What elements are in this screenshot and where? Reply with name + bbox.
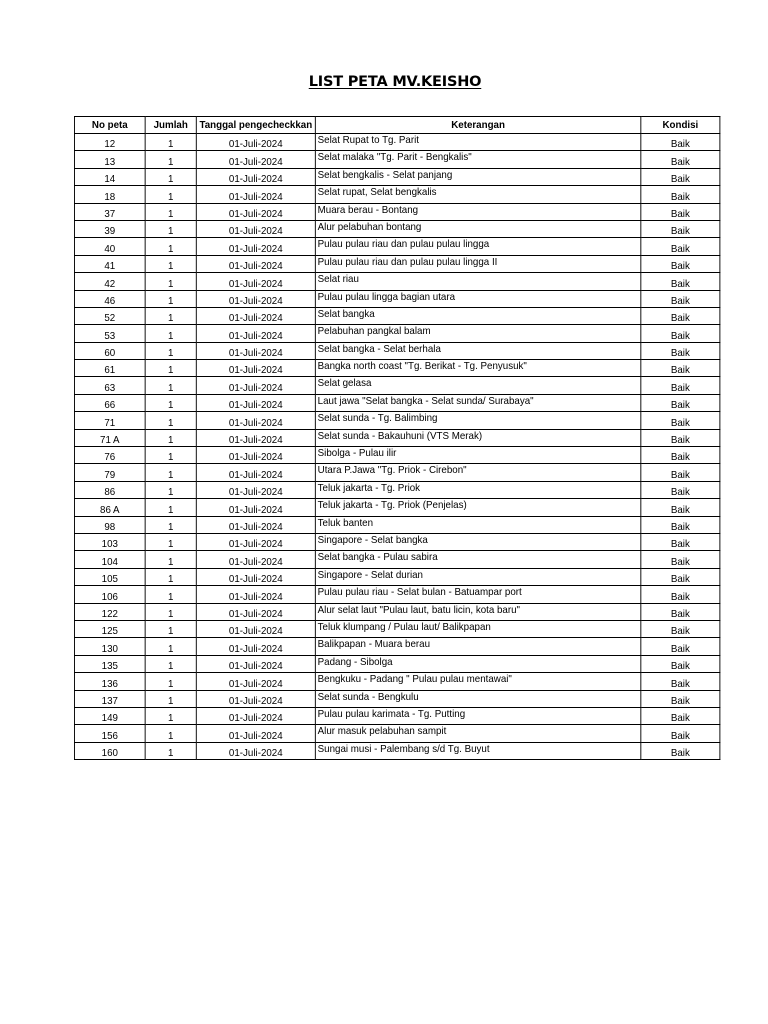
cell-kondisi: Baik	[641, 725, 720, 742]
cell-no-peta: 76	[74, 447, 145, 464]
cell-no-peta: 86 A	[74, 499, 145, 516]
cell-keterangan: Balikpapan - Muara berau	[315, 638, 641, 655]
cell-tanggal: 01-Juli-2024	[196, 255, 315, 272]
cell-jumlah: 1	[145, 690, 196, 707]
cell-tanggal: 01-Juli-2024	[196, 673, 315, 690]
cell-tanggal: 01-Juli-2024	[196, 412, 315, 429]
cell-no-peta: 39	[74, 220, 145, 237]
cell-keterangan: Teluk jakarta - Tg. Priok (Penjelas)	[315, 499, 641, 516]
table-row	[74, 568, 719, 585]
cell-jumlah: 1	[145, 499, 196, 516]
cell-kondisi: Baik	[641, 238, 720, 255]
cell-keterangan: Selat bangka	[315, 307, 641, 324]
cell-kondisi: Baik	[641, 325, 720, 342]
header-kondisi: Kondisi	[641, 117, 720, 134]
cell-jumlah: 1	[145, 134, 196, 151]
cell-tanggal: 01-Juli-2024	[196, 342, 315, 359]
cell-tanggal: 01-Juli-2024	[196, 586, 315, 603]
cell-jumlah: 1	[145, 394, 196, 411]
cell-kondisi: Baik	[641, 690, 720, 707]
table-row	[74, 394, 719, 411]
cell-keterangan: Selat bengkalis - Selat panjang	[315, 168, 641, 185]
cell-keterangan: Bengkuku - Padang " Pulau pulau mentawai"	[315, 673, 641, 690]
table-row	[74, 377, 719, 394]
cell-jumlah: 1	[145, 464, 196, 481]
cell-tanggal: 01-Juli-2024	[196, 203, 315, 220]
cell-tanggal: 01-Juli-2024	[196, 551, 315, 568]
table-row	[74, 307, 719, 324]
cell-keterangan: Selat sunda - Tg. Balimbing	[315, 412, 641, 429]
cell-no-peta: 42	[74, 273, 145, 290]
cell-jumlah: 1	[145, 412, 196, 429]
cell-no-peta: 136	[74, 673, 145, 690]
cell-jumlah: 1	[145, 429, 196, 446]
cell-tanggal: 01-Juli-2024	[196, 620, 315, 637]
cell-tanggal: 01-Juli-2024	[196, 742, 315, 759]
cell-kondisi: Baik	[641, 273, 720, 290]
cell-jumlah: 1	[145, 186, 196, 203]
cell-jumlah: 1	[145, 481, 196, 498]
cell-no-peta: 125	[74, 620, 145, 637]
header-no-peta: No peta	[74, 117, 145, 134]
table-row	[74, 603, 719, 620]
table-row	[74, 342, 719, 359]
table-row	[74, 638, 719, 655]
cell-tanggal: 01-Juli-2024	[196, 516, 315, 533]
cell-kondisi: Baik	[641, 586, 720, 603]
table-row	[74, 620, 719, 637]
table-header-row	[74, 117, 719, 134]
cell-kondisi: Baik	[641, 429, 720, 446]
cell-no-peta: 52	[74, 307, 145, 324]
cell-kondisi: Baik	[641, 360, 720, 377]
cell-jumlah: 1	[145, 238, 196, 255]
cell-keterangan: Sibolga - Pulau ilir	[315, 447, 641, 464]
table-row	[74, 151, 719, 168]
cell-keterangan: Alur masuk pelabuhan sampit	[315, 725, 641, 742]
cell-jumlah: 1	[145, 516, 196, 533]
cell-jumlah: 1	[145, 551, 196, 568]
cell-tanggal: 01-Juli-2024	[196, 186, 315, 203]
cell-tanggal: 01-Juli-2024	[196, 655, 315, 672]
table-row	[74, 255, 719, 272]
cell-no-peta: 122	[74, 603, 145, 620]
cell-tanggal: 01-Juli-2024	[196, 447, 315, 464]
table-row	[74, 325, 719, 342]
cell-keterangan: Pulau pulau lingga bagian utara	[315, 290, 641, 307]
cell-jumlah: 1	[145, 603, 196, 620]
cell-keterangan: Selat sunda - Bakauhuni (VTS Merak)	[315, 429, 641, 446]
cell-no-peta: 135	[74, 655, 145, 672]
table-row	[74, 586, 719, 603]
table-row	[74, 360, 719, 377]
cell-no-peta: 18	[74, 186, 145, 203]
cell-jumlah: 1	[145, 638, 196, 655]
cell-kondisi: Baik	[641, 290, 720, 307]
cell-jumlah: 1	[145, 273, 196, 290]
cell-keterangan: Selat Rupat to Tg. Parit	[315, 134, 641, 151]
cell-kondisi: Baik	[641, 481, 720, 498]
cell-tanggal: 01-Juli-2024	[196, 325, 315, 342]
cell-kondisi: Baik	[641, 134, 720, 151]
cell-kondisi: Baik	[641, 533, 720, 550]
cell-kondisi: Baik	[641, 638, 720, 655]
cell-kondisi: Baik	[641, 255, 720, 272]
cell-kondisi: Baik	[641, 551, 720, 568]
cell-kondisi: Baik	[641, 377, 720, 394]
cell-no-peta: 40	[74, 238, 145, 255]
cell-kondisi: Baik	[641, 464, 720, 481]
cell-no-peta: 71 A	[74, 429, 145, 446]
table-row	[74, 499, 719, 516]
cell-tanggal: 01-Juli-2024	[196, 377, 315, 394]
cell-tanggal: 01-Juli-2024	[196, 690, 315, 707]
table-row	[74, 673, 719, 690]
cell-kondisi: Baik	[641, 186, 720, 203]
cell-jumlah: 1	[145, 586, 196, 603]
header-tanggal: Tanggal pengecheckkan	[196, 117, 315, 134]
table-row	[74, 690, 719, 707]
cell-keterangan: Selat malaka "Tg. Parit - Bengkalis"	[315, 151, 641, 168]
cell-jumlah: 1	[145, 655, 196, 672]
table-row	[74, 516, 719, 533]
cell-tanggal: 01-Juli-2024	[196, 151, 315, 168]
cell-kondisi: Baik	[641, 151, 720, 168]
cell-keterangan: Pulau pulau riau dan pulau pulau lingga	[315, 238, 641, 255]
cell-no-peta: 37	[74, 203, 145, 220]
cell-no-peta: 137	[74, 690, 145, 707]
cell-jumlah: 1	[145, 533, 196, 550]
cell-tanggal: 01-Juli-2024	[196, 707, 315, 724]
cell-kondisi: Baik	[641, 620, 720, 637]
table-row	[74, 551, 719, 568]
table-row	[74, 655, 719, 672]
cell-no-peta: 104	[74, 551, 145, 568]
cell-no-peta: 53	[74, 325, 145, 342]
cell-jumlah: 1	[145, 151, 196, 168]
table-row	[74, 412, 719, 429]
cell-kondisi: Baik	[641, 307, 720, 324]
cell-jumlah: 1	[145, 203, 196, 220]
cell-tanggal: 01-Juli-2024	[196, 568, 315, 585]
cell-kondisi: Baik	[641, 168, 720, 185]
cell-kondisi: Baik	[641, 603, 720, 620]
cell-no-peta: 79	[74, 464, 145, 481]
cell-keterangan: Pulau pulau riau dan pulau pulau lingga II	[315, 255, 641, 272]
cell-jumlah: 1	[145, 220, 196, 237]
cell-tanggal: 01-Juli-2024	[196, 394, 315, 411]
cell-kondisi: Baik	[641, 568, 720, 585]
document-title: LIST PETA MV.KEISHO	[308, 74, 482, 90]
cell-jumlah: 1	[145, 673, 196, 690]
cell-tanggal: 01-Juli-2024	[196, 499, 315, 516]
cell-keterangan: Selat sunda - Bengkulu	[315, 690, 641, 707]
cell-kondisi: Baik	[641, 655, 720, 672]
table-row	[74, 742, 719, 759]
cell-tanggal: 01-Juli-2024	[196, 238, 315, 255]
cell-keterangan: Sungai musi - Palembang s/d Tg. Buyut	[315, 742, 641, 759]
cell-keterangan: Pelabuhan pangkal balam	[315, 325, 641, 342]
cell-keterangan: Teluk jakarta - Tg. Priok	[315, 481, 641, 498]
cell-keterangan: Selat rupat, Selat bengkalis	[315, 186, 641, 203]
table-row	[74, 238, 719, 255]
cell-tanggal: 01-Juli-2024	[196, 725, 315, 742]
cell-keterangan: Selat bangka - Selat berhala	[315, 342, 641, 359]
cell-no-peta: 63	[74, 377, 145, 394]
cell-tanggal: 01-Juli-2024	[196, 273, 315, 290]
table-body	[74, 134, 719, 760]
table-row	[74, 533, 719, 550]
table-row	[74, 429, 719, 446]
cell-kondisi: Baik	[641, 742, 720, 759]
table-row	[74, 220, 719, 237]
cell-jumlah: 1	[145, 307, 196, 324]
cell-keterangan: Alur selat laut "Pulau laut, batu licin, kota baru"	[315, 603, 641, 620]
cell-keterangan: Singapore - Selat durian	[315, 568, 641, 585]
table-row	[74, 168, 719, 185]
cell-tanggal: 01-Juli-2024	[196, 307, 315, 324]
cell-tanggal: 01-Juli-2024	[196, 429, 315, 446]
table-row	[74, 203, 719, 220]
cell-jumlah: 1	[145, 168, 196, 185]
chart-list-table	[74, 116, 720, 760]
cell-keterangan: Alur pelabuhan bontang	[315, 220, 641, 237]
table-row	[74, 481, 719, 498]
cell-jumlah: 1	[145, 620, 196, 637]
header-jumlah: Jumlah	[145, 117, 196, 134]
cell-no-peta: 14	[74, 168, 145, 185]
cell-no-peta: 156	[74, 725, 145, 742]
cell-no-peta: 71	[74, 412, 145, 429]
cell-kondisi: Baik	[641, 447, 720, 464]
cell-keterangan: Utara P.Jawa "Tg. Priok - Cirebon"	[315, 464, 641, 481]
cell-jumlah: 1	[145, 447, 196, 464]
table-row	[74, 273, 719, 290]
cell-keterangan: Selat riau	[315, 273, 641, 290]
cell-kondisi: Baik	[641, 707, 720, 724]
cell-kondisi: Baik	[641, 516, 720, 533]
cell-tanggal: 01-Juli-2024	[196, 134, 315, 151]
cell-tanggal: 01-Juli-2024	[196, 464, 315, 481]
cell-no-peta: 130	[74, 638, 145, 655]
cell-kondisi: Baik	[641, 203, 720, 220]
cell-jumlah: 1	[145, 342, 196, 359]
table-row	[74, 725, 719, 742]
cell-jumlah: 1	[145, 742, 196, 759]
cell-no-peta: 12	[74, 134, 145, 151]
cell-tanggal: 01-Juli-2024	[196, 481, 315, 498]
cell-keterangan: Teluk banten	[315, 516, 641, 533]
cell-keterangan: Teluk klumpang / Pulau laut/ Balikpapan	[315, 620, 641, 637]
table-row	[74, 707, 719, 724]
cell-keterangan: Selat bangka - Pulau sabira	[315, 551, 641, 568]
cell-jumlah: 1	[145, 568, 196, 585]
cell-tanggal: 01-Juli-2024	[196, 603, 315, 620]
cell-kondisi: Baik	[641, 499, 720, 516]
cell-no-peta: 103	[74, 533, 145, 550]
cell-no-peta: 41	[74, 255, 145, 272]
cell-keterangan: Pulau pulau riau - Selat bulan - Batuampar port	[315, 586, 641, 603]
cell-tanggal: 01-Juli-2024	[196, 290, 315, 307]
cell-keterangan: Singapore - Selat bangka	[315, 533, 641, 550]
cell-tanggal: 01-Juli-2024	[196, 220, 315, 237]
cell-keterangan: Bangka north coast "Tg. Berikat - Tg. Penyusuk"	[315, 360, 641, 377]
cell-kondisi: Baik	[641, 220, 720, 237]
cell-jumlah: 1	[145, 255, 196, 272]
cell-jumlah: 1	[145, 707, 196, 724]
cell-no-peta: 160	[74, 742, 145, 759]
cell-tanggal: 01-Juli-2024	[196, 533, 315, 550]
table-row	[74, 290, 719, 307]
cell-jumlah: 1	[145, 377, 196, 394]
cell-kondisi: Baik	[641, 412, 720, 429]
cell-keterangan: Pulau pulau karimata - Tg. Putting	[315, 707, 641, 724]
table-row	[74, 447, 719, 464]
cell-jumlah: 1	[145, 325, 196, 342]
cell-tanggal: 01-Juli-2024	[196, 638, 315, 655]
cell-kondisi: Baik	[641, 342, 720, 359]
cell-keterangan: Selat gelasa	[315, 377, 641, 394]
header-keterangan: Keterangan	[315, 117, 641, 134]
cell-kondisi: Baik	[641, 394, 720, 411]
cell-keterangan: Laut jawa "Selat bangka - Selat sunda/ Surabaya"	[315, 394, 641, 411]
cell-no-peta: 149	[74, 707, 145, 724]
table-row	[74, 186, 719, 203]
table-row	[74, 134, 719, 151]
cell-no-peta: 105	[74, 568, 145, 585]
cell-no-peta: 46	[74, 290, 145, 307]
cell-no-peta: 66	[74, 394, 145, 411]
cell-no-peta: 60	[74, 342, 145, 359]
cell-keterangan: Padang - Sibolga	[315, 655, 641, 672]
cell-tanggal: 01-Juli-2024	[196, 168, 315, 185]
cell-keterangan: Muara berau - Bontang	[315, 203, 641, 220]
cell-jumlah: 1	[145, 360, 196, 377]
cell-no-peta: 13	[74, 151, 145, 168]
cell-no-peta: 106	[74, 586, 145, 603]
cell-no-peta: 98	[74, 516, 145, 533]
table-row	[74, 464, 719, 481]
cell-no-peta: 86	[74, 481, 145, 498]
cell-kondisi: Baik	[641, 673, 720, 690]
cell-jumlah: 1	[145, 725, 196, 742]
cell-no-peta: 61	[74, 360, 145, 377]
cell-tanggal: 01-Juli-2024	[196, 360, 315, 377]
cell-jumlah: 1	[145, 290, 196, 307]
